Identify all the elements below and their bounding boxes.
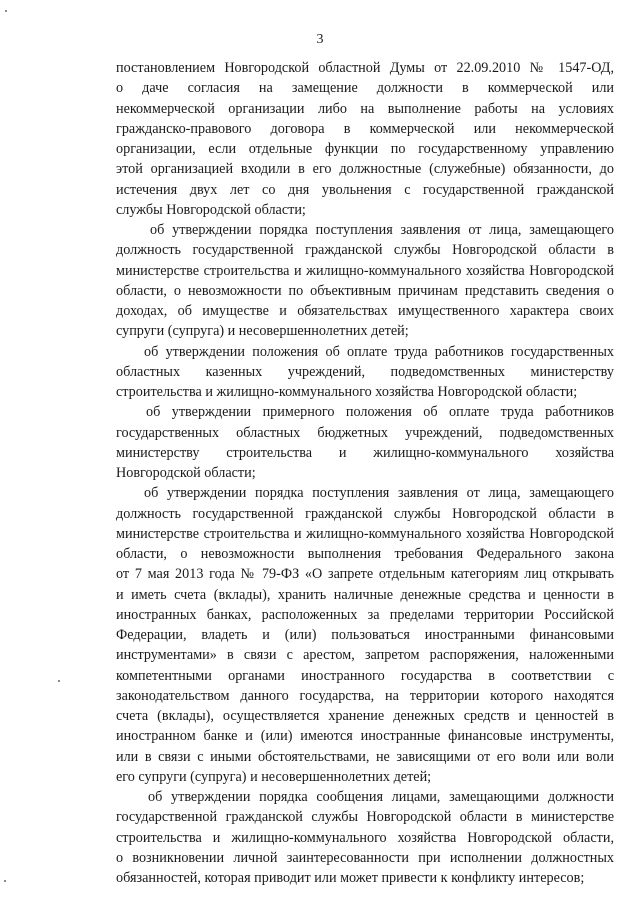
scan-speck: [4, 880, 6, 882]
text-line: министерству строительства и жилищно-коммунального хозяйства: [116, 444, 614, 461]
text-line: организации, если отдельные функции по государственному управлению: [116, 141, 614, 157]
paragraph-2: [116, 220, 614, 342]
text-line: об утверждении порядка сообщения лицами, замещающими должности: [148, 789, 614, 805]
text-line: областных казенных учреждений, подведомственных министерству: [116, 363, 614, 380]
text-line: министерстве строительства и жилищно-коммунального хозяйства Новгородской: [116, 262, 614, 279]
text-line: строительства и жилищно-коммунального хозяйства Новгородской области;: [116, 384, 578, 400]
text-line: иностранном банке и (или) имеются иностранные финансовые инструменты,: [116, 728, 614, 745]
text-line: об утверждении порядка поступления заявления от лица, замещающего: [144, 485, 614, 502]
text-line: его супруги (супруга) и несовершеннолетних детей;: [116, 768, 432, 785]
text-line: государственных областных бюджетных учреждений, подведомственных: [116, 424, 614, 441]
text-line: о возникновении личной заинтересованности при исполнении должностных: [116, 849, 614, 866]
text-line: инструментами» в связи с арестом, запретом распоряжения, наложенными: [116, 647, 614, 664]
text-line: иностранных банках, расположенных за пределами территории Российской: [116, 606, 614, 623]
paragraph-6: [116, 787, 614, 888]
page-number: 3: [316, 32, 324, 47]
paragraph-3: [116, 342, 614, 403]
text-line: области, о невозможности выполнения требования Федерального закона: [116, 546, 614, 562]
paragraph-4: [116, 402, 614, 483]
text-line: обязанностей, которая приводит или может привести к конфликту интересов;: [116, 870, 585, 886]
paragraph-5: [116, 483, 614, 787]
text-line: супруги (супруга) и несовершеннолетних детей;: [116, 323, 409, 340]
scan-speck: [58, 680, 60, 682]
text-line: министерстве строительства и жилищно-коммунального хозяйства Новгородской: [116, 525, 614, 542]
text-line: службы Новгородской области;: [116, 201, 306, 218]
text-line: должность государственной гражданской службы Новгородской области в: [116, 242, 614, 259]
text-line: и иметь счета (вклады), хранить наличные денежные средства и ценности в: [116, 586, 614, 603]
text-line: от 7 мая 2013 года № 79-ФЗ «О запрете отдельным категориям лиц открывать: [116, 566, 614, 583]
text-line: об утверждении примерного положения об оплате труда работников: [146, 404, 614, 421]
text-line: области, о невозможности по объективным причинам представить сведения о: [116, 282, 614, 299]
text-line: об утверждении положения об оплате труда работников государственных: [144, 343, 614, 360]
text-line: о даче согласия на замещение должности в коммерческой или: [116, 80, 614, 97]
text-line: некоммерческой организации либо на выполнение работы на условиях: [116, 100, 614, 117]
text-line: этой организацией входили в его должностные (служебные) обязанности, до: [116, 161, 614, 178]
text-line: постановлением Новгородской областной Думы от 22.09.2010 № 1547-ОД,: [116, 60, 614, 76]
text-line: гражданско-правового договора в коммерческой или некоммерческой: [116, 120, 614, 137]
text-line: Федерации, владеть и (или) пользоваться иностранными финансовыми: [116, 627, 614, 643]
text-line: должность государственной гражданской службы Новгородской области в: [116, 505, 614, 522]
text-line: или в связи с иными обстоятельствами, не зависящими от его воли или воли: [116, 748, 614, 765]
text-line: Новгородской области;: [116, 465, 256, 481]
scan-speck: [5, 10, 7, 12]
text-line: компетентными органами иностранного государства в соответствии с: [116, 667, 614, 684]
text-line: счета (вклады), осуществляется хранение денежных средств и ценностей в: [116, 708, 614, 724]
text-line: об утверждении порядка поступления заявления от лица, замещающего: [150, 222, 614, 238]
text-line: доходах, об имуществе и обязательствах имущественного характера своих: [116, 303, 614, 319]
document-body: [116, 58, 614, 888]
paragraph-1: [116, 58, 614, 220]
text-line: государственной гражданской службы Новгородской области в министерстве: [116, 809, 614, 826]
text-line: законодательством данного государства, на территории которого находятся: [116, 687, 614, 704]
text-line: строительства и жилищно-коммунального хозяйства Новгородской области,: [116, 829, 614, 846]
text-line: истечения двух лет со дня увольнения с государственной гражданской: [116, 181, 614, 198]
